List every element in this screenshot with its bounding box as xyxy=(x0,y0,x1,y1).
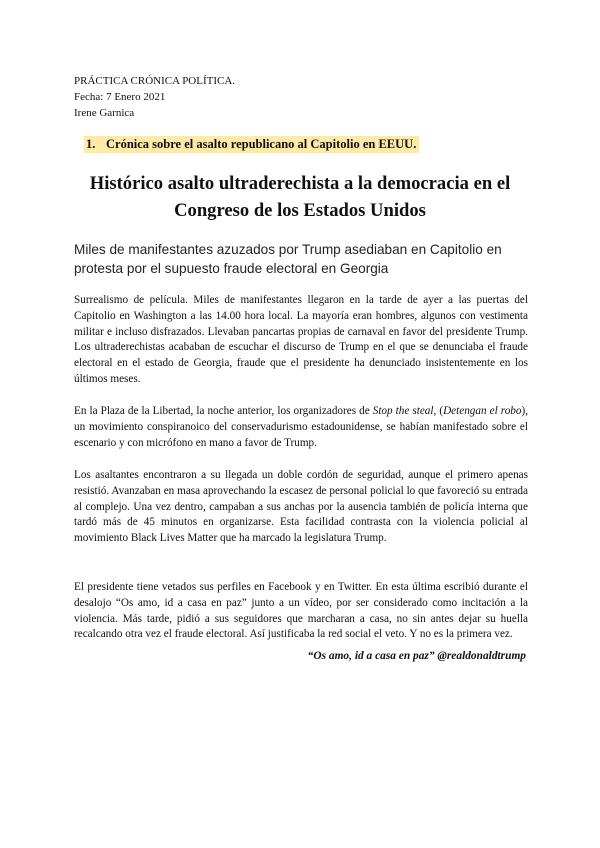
section-label: Crónica sobre el asalto republicano al Capitolio en EEUU. xyxy=(106,137,417,151)
closing-quote: “Os amo, id a casa en paz” @realdonaldtrump xyxy=(307,650,526,662)
article-paragraph-1: Surrealismo de película. Miles de manifestantes llegaron en la tarde de ayer a las puertas del Capitolio en Washington a las 14.00 hora local. La mayoría eran hombres, algunos con vestimenta militar e incluso disfrazados. Llevaban pancartas propias de carnaval en favor del presidente Trump. Los ultraderechistas acababan de escuchar el discurso de Trump en el que se denunciaba el fraude electoral en el estado de Georgia, fraude que el presidente ha denunciado insistentemente en los últimos meses. xyxy=(74,294,528,385)
document-author: Irene Garnica xyxy=(74,107,135,119)
section-heading xyxy=(84,136,419,153)
article-paragraph-4: El presidente tiene vetados sus perfiles en Facebook y en Twitter. En esta última escribió durante el desalojo “Os amo, id a casa en paz” junto a un vídeo, por ser considerado como incitación a la violencia. Más tarde, pidió a sus seguidores que marcharan a casa, no sin antes dejar su huella recalcando otra vez el fraude electoral. Así justificaba la red social el veto. Y no es la primera vez. xyxy=(74,581,528,641)
document-date: Fecha: 7 Enero 2021 xyxy=(74,91,166,103)
paragraph-2-text-mid: , ( xyxy=(433,405,444,417)
section-number: 1. xyxy=(86,137,96,151)
detengan-el-robo-translation: Detengan el robo xyxy=(443,405,522,417)
stop-the-steal-name: Stop the steal xyxy=(372,405,434,417)
paragraph-2-text-end: ), un movimiento conspiranoico del conservadurismo estadounidense, se habían manifestado sobre el escenario y con micrófono en mano a favor de Trump. xyxy=(74,405,529,449)
article-paragraph-3: Los asaltantes encontraron a su llegada un doble cordón de seguridad, aunque el primero apenas resistió. Avanzaban en masa aprovechando la escasez de personal policial lo que favoreció su entrada al complejo. Una vez dentro, campaban a sus anchas por la ausencia también de policía interna que tardó más de 45 minutos en organizarse. Esta facilidad contrasta con la violencia policial al movimiento Black Lives Matter que ha marcado la legislatura Trump. xyxy=(74,469,528,545)
paragraph-2-text-start: En la Plaza de la Libertad, la noche anterior, los organizadores de xyxy=(74,405,373,417)
document-title: PRÁCTICA CRÓNICA POLÍTICA. xyxy=(74,75,236,87)
article-paragraph-2 xyxy=(74,404,528,451)
article-subheadline: Miles de manifestantes azuzados por Trump asediaban en Capitolio en protesta por el supuesto fraude electoral en Georgia xyxy=(74,242,502,276)
article-headline: Histórico asalto ultraderechista a la democracia en el Congreso de los Estados Unidos xyxy=(89,173,511,221)
document-header xyxy=(74,73,235,121)
